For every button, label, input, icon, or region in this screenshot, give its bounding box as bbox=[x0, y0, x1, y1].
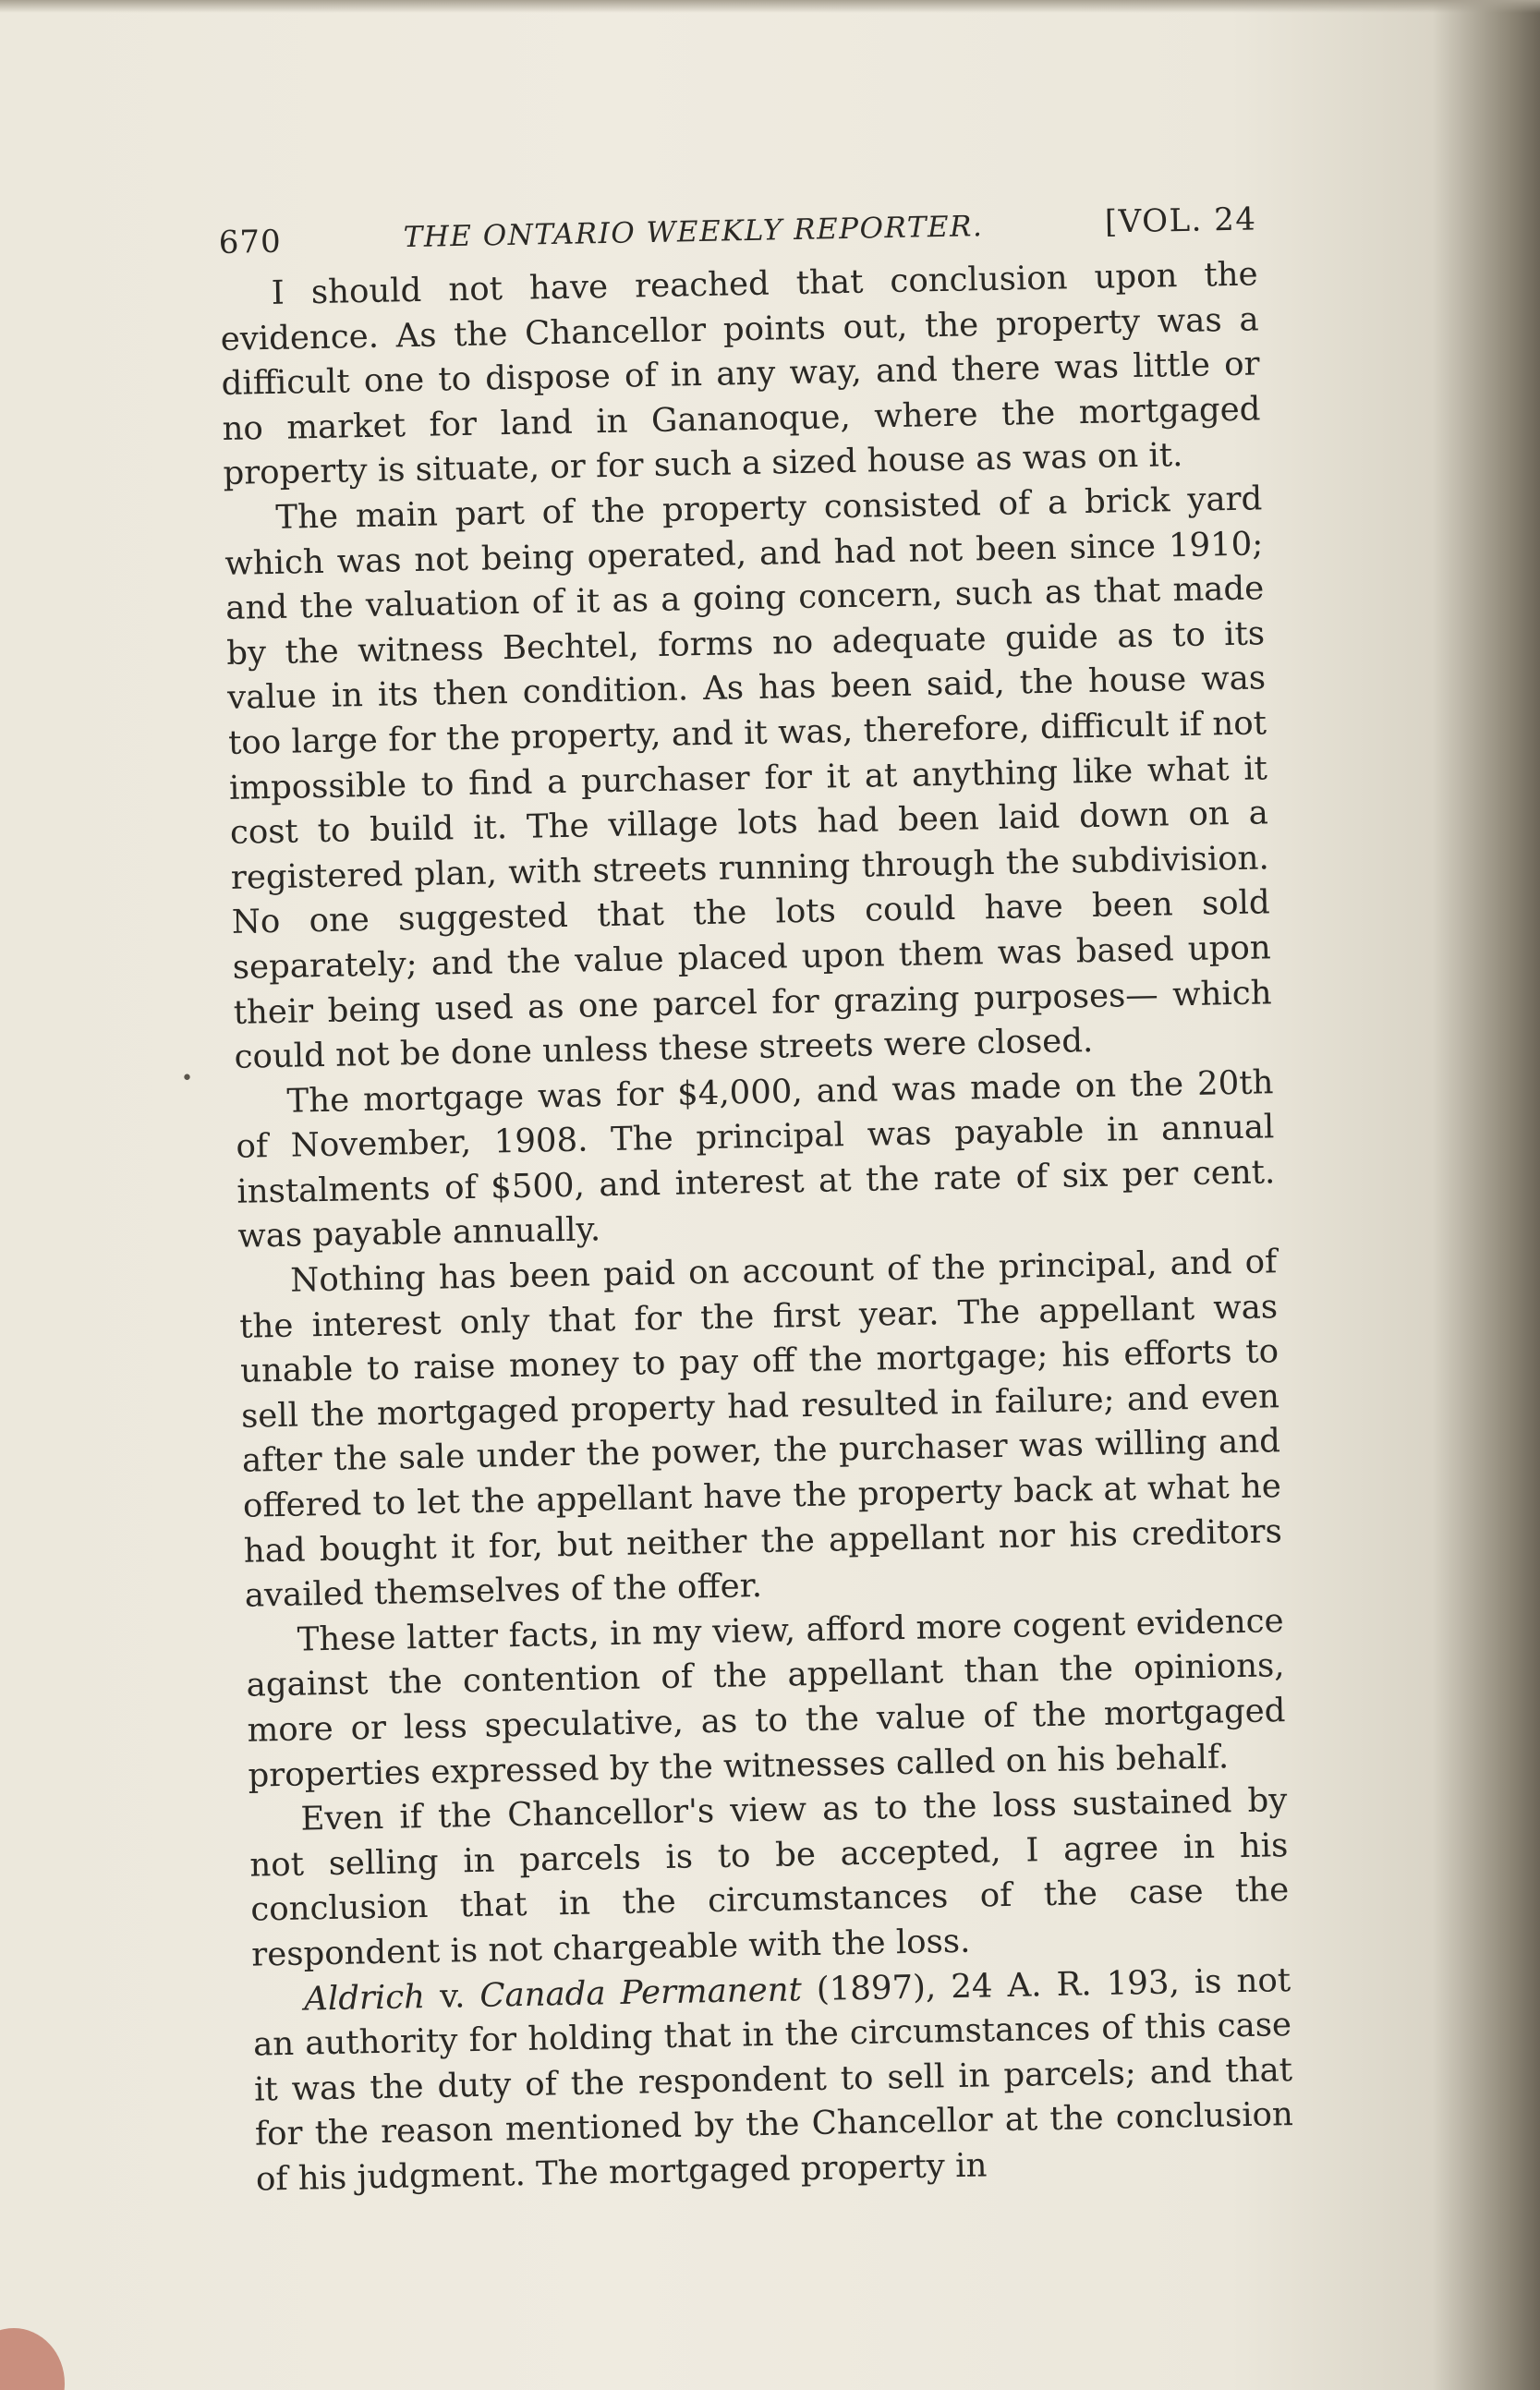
paragraph-2: The main part of the property consisted of a brick yard which was not being operated, and had not been since 1910; and the valuation of it as a going concern, such as that made by the witness Bechtel, forms no adequate guide as to its value in its then condition. As has been said, the house was too large for the property, and it was, therefore, difficult if not impossible to find a purchaser for it at anything like what it cost to build it. The village lots had been laid down on a registered plan, with streets running through the subdivision. No one suggested that the lots could have been sold separately; and the value placed upon them was based upon their being used as one parcel for grazing purposes— which could not be done unless these streets were closed. bbox=[224, 479, 1272, 1076]
case-name-versus: v. bbox=[424, 1976, 480, 2016]
paragraph-1: I should not have reached that conclusion upon the evidence. As the Chancellor points out, the property was a difficult one to dispose of in any way, and there was little or no market for land in Gananoque, where the mortgaged property is situate, or for such a sized house as was on it. bbox=[220, 255, 1261, 493]
paragraph-5: These latter facts, in my view, afford more cogent evidence against the contention of the appellant than the opinions, more or less speculative, as to the value of the mortgaged properties expressed by the witnesses called on his behalf. bbox=[246, 1601, 1286, 1795]
volume-marker: [VOL. 24 bbox=[1104, 200, 1257, 241]
paragraph-4: Nothing has been paid on account of the principal, and of the interest only that for the first year. The appellant was unable to raise money to pay off the mortgage; his efforts to sell the mortgaged property had resulted in failure; and even after the sale under the power, the purchaser was willing and offered to let the appellant have the property back at what he had bought it for, but neither the appellant nor his creditors availed themselves of the offer. bbox=[238, 1243, 1283, 1615]
thumb-in-corner bbox=[0, 2328, 65, 2390]
paragraph-7 bbox=[252, 1959, 1294, 2203]
case-name-defendant: Canada Permanent bbox=[479, 1970, 803, 2015]
margin-dot: • bbox=[181, 1067, 193, 1090]
case-name-plaintiff: Aldrich bbox=[303, 1977, 426, 2019]
running-title: THE ONTARIO WEEKLY REPORTER. bbox=[403, 210, 984, 255]
paragraph-3: The mortgage was for $4,000, and was made on the 20th of November, 1908. The principal was payable in annual instalments of $500, and interest at the rate of six per cent. was payable annually. bbox=[236, 1062, 1276, 1256]
page-text-block bbox=[218, 188, 1294, 2202]
paragraph-6: Even if the Chancellor's view as to the loss sustained by not selling in parcels is to be accepted, I agree in his conclusion that in the circumstances of the case the respondent is not chargeable with the loss. bbox=[249, 1781, 1290, 1974]
page-number: 670 bbox=[218, 223, 283, 261]
page-top-shadow bbox=[0, 0, 1540, 13]
paragraph-7-text: (1897), 24 A. R. 193, is not an authority for holding that in the circumstances of this case it was the duty of the respondent to sell in parcels; and that for the reason mentioned by the Chancellor at the conclusion of his judgment. The mortgaged property in bbox=[252, 1960, 1294, 2199]
